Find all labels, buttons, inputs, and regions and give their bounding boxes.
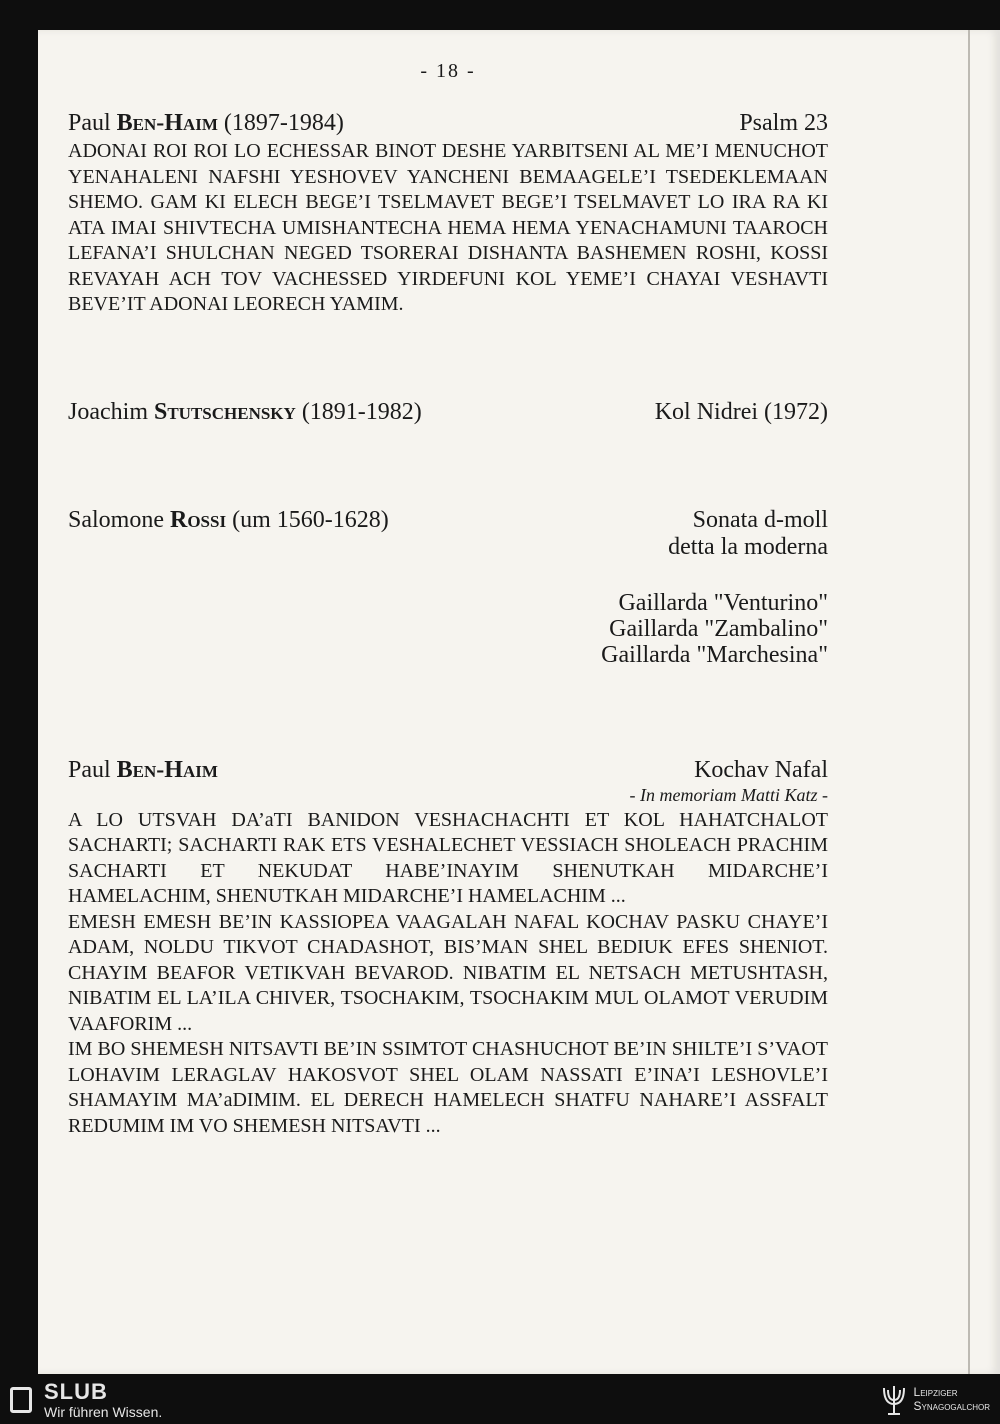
piece-rossi-sonata xyxy=(68,506,828,668)
partner-line-1: Leipziger xyxy=(913,1385,958,1399)
lyrics-paragraph: A LO UTSVAH DA’aTI BANIDON VESHACHACHTI ET KOL HAHATCHALOT SACHARTI; SACHARTI RAK ETS VESHALECHET VESSIACH SHOLEACH PRACHIM SACHARTI ET NEKUDAT HABE’INAYIM SHENUTKAH MIDARCHE’I HAMELACHIM, SHENUTKAH MIDARCHE’I HAMELACHIM ... xyxy=(68,808,828,907)
composer-first-name: Joachim xyxy=(68,398,148,425)
composer xyxy=(68,506,389,534)
menorah-icon xyxy=(880,1380,908,1418)
slub-logo[interactable] xyxy=(10,1380,162,1420)
slub-logo-icon xyxy=(10,1387,32,1413)
piece-title: Sonata d-moll xyxy=(692,506,828,533)
dedication: - In memoriam Matti Katz - xyxy=(629,784,828,805)
composer xyxy=(68,109,344,137)
composer-first-name: Paul xyxy=(68,756,111,783)
composer-last-name: Rossi xyxy=(170,506,227,533)
viewer-footer xyxy=(0,1374,1000,1424)
composer-first-name: Paul xyxy=(68,110,111,136)
gaillarda-venturino: Gaillarda "Venturino" xyxy=(618,589,828,616)
piece-header xyxy=(68,756,828,784)
slub-tagline: Wir führen Wissen. xyxy=(44,1404,163,1420)
piece-header xyxy=(68,109,828,137)
composer-first-name: Salomone xyxy=(68,506,164,533)
composer-dates: (1891-1982) xyxy=(301,398,422,425)
piece-header xyxy=(68,506,828,534)
lyrics-paragraph: IM BO SHEMESH NITSAVTI BE’IN SSIMTOT CHASHUCHOT BE’IN SHILTE’I S’VAOT LOHAVIM LERAGLAV HAKOSVOT SHEL OLAM NASSATI E’INA’I LESHOVLE’I SHAMAYIM MA’aDIMIM. EL DERECH HAMELECH SHATFU NAHARE’I ASSFALT REDUMIM IM VO SHEMESH NITSAVTI ... xyxy=(68,1038,828,1137)
lyrics-paragraph: EMESH EMESH BE’IN KASSIOPEA VAAGALAH NAFAL KOCHAV PASKU CHAYE’I ADAM, NOLDU TIKVOT CHADASHOT, BIS’MAN SHEL BEDIUK EFES SHENIOT. CHAYIM BEAFOR VETIKVAH BEVAROD. NIBATIM EL NETSACH METUSHTASH, NIBATIM EL LA’ILA CHIVER, TSOCHAKIM, TSOCHAKIM MUL OLAMOT VERUDIM VAAFORIM ... xyxy=(68,910,828,1035)
page-fold xyxy=(968,30,970,1374)
gaillarda-zambalino: Gaillarda "Zambalino" xyxy=(609,615,828,642)
composer xyxy=(68,398,422,426)
piece-header xyxy=(68,398,828,426)
composer xyxy=(68,756,218,784)
page-number: - 18 - xyxy=(420,60,476,82)
lyrics-text xyxy=(68,808,828,1140)
composer-dates: (1897-1984) xyxy=(223,110,344,136)
composer-last-name: Ben-Haim xyxy=(116,110,218,136)
composer-last-name: Ben-Haim xyxy=(116,756,218,783)
slub-brand: SLUB xyxy=(44,1379,108,1404)
piece-kol-nidrei xyxy=(68,398,828,426)
lyrics-text xyxy=(68,139,828,318)
piece-title: Kochav Nafal xyxy=(694,756,828,783)
lyrics-paragraph: ADONAI ROI ROI LO ECHESSAR BINOT DESHE YARBITSENI AL ME’I MENUCHOT YENAHALENI NAFSHI YESHOVEV YANCHENI BEMAAGELE’I TSEDEKLEMAAN SHEMO. GAM KI ELECH BEGE’I TSELMAVET BEGE’I TSELMAVET LO IRA RA KI ATA IMAI SHIVTECHA UMISHANTECHA HEMA HEMA YENACHAMUNI TAAROCH LEFANA’I SHULCHAN NEGED TSORERAI DISHANTA BASHEMEN ROSHI, KOSSI REVAYAH ACH TOV VACHESSED YIRDEFUNI KOL YEME’I CHAYAI VESHAVTI BEVE’IT ADONAI LEORECH YAMIM. xyxy=(68,140,828,315)
gaillarda-marchesina: Gaillarda "Marchesina" xyxy=(601,641,828,668)
partner-logo[interactable] xyxy=(880,1380,990,1418)
piece-kochav-nafal xyxy=(68,756,828,1140)
piece-title: Kol Nidrei (1972) xyxy=(654,398,828,425)
piece-psalm-23 xyxy=(68,109,828,318)
partner-line-2: Synagogalchor xyxy=(913,1399,990,1413)
composer-last-name: Stutschensky xyxy=(153,398,296,425)
piece-subtitle: detta la moderna xyxy=(668,533,828,560)
piece-title: Psalm 23 xyxy=(739,110,828,136)
program-content xyxy=(68,60,828,1139)
composer-dates: (um 1560-1628) xyxy=(232,506,389,533)
